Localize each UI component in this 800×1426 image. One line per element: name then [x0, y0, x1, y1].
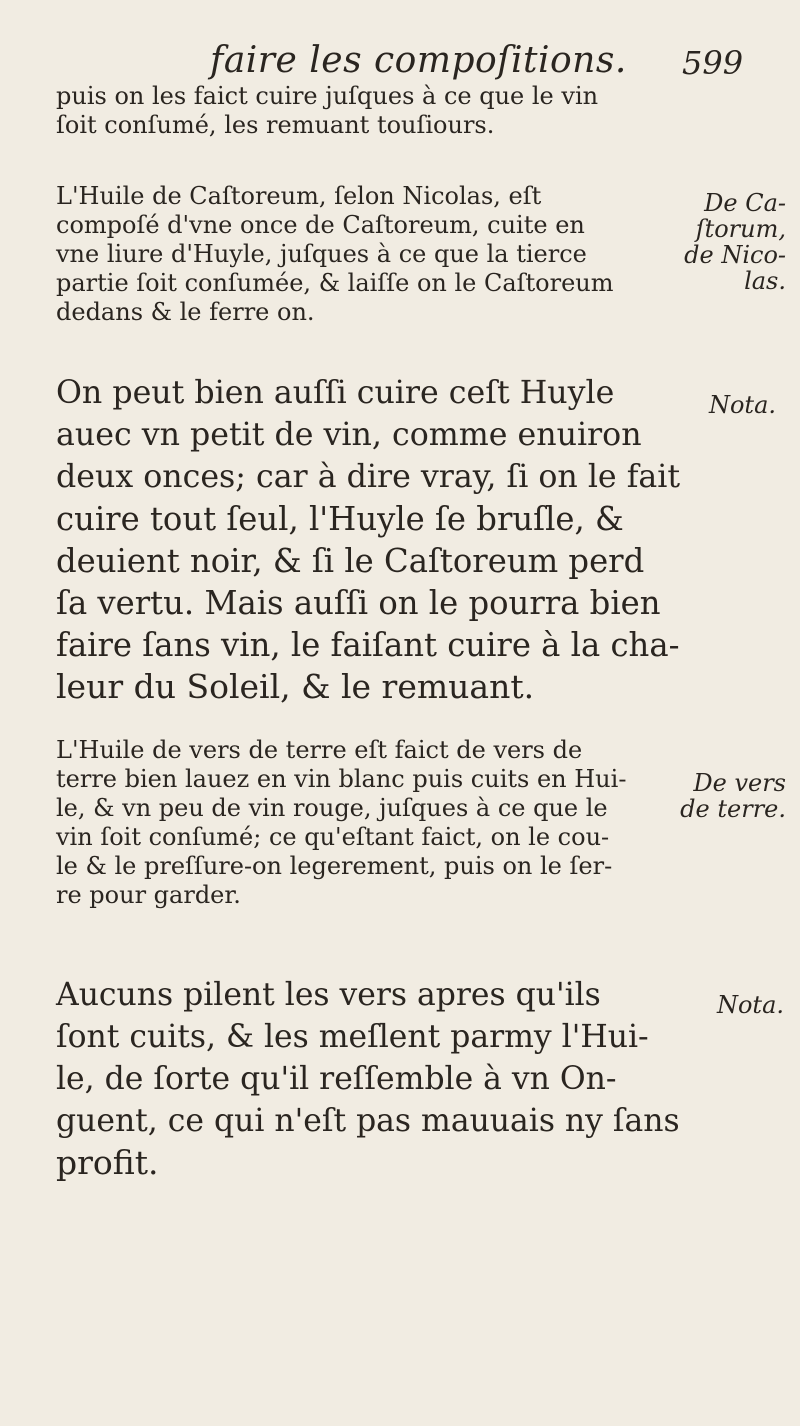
- paragraph-2: [56, 182, 614, 327]
- text-line: dedans & le ferre on.: [56, 298, 315, 326]
- text-line: re pour garder.: [56, 881, 241, 909]
- text-line: auec vn petit de vin, comme enuiron: [56, 417, 642, 453]
- text-line: Aucuns pilent les vers apres qu'ils: [56, 977, 601, 1013]
- text-line: cuire tout ſeul, l'Huyle ſe bruſle, &: [56, 500, 624, 538]
- text-line: guent, ce qui n'eſt pas mauuais ny ſans: [56, 1103, 680, 1139]
- text-line: compoſé d'vne once de Caſtoreum, cuite en: [56, 211, 585, 239]
- text-line: ſont cuits, & les meſlent parmy l'Hui-: [56, 1019, 649, 1055]
- margin-note-line: de Nico-: [684, 241, 786, 269]
- text-line: On peut bien auſſi cuire ceſt Huyle: [56, 375, 615, 411]
- margin-note-line: ſtorum,: [695, 215, 786, 243]
- margin-note: [717, 992, 784, 1018]
- margin-note-line: las.: [744, 267, 786, 295]
- text-line: le & le preſſure-on legerement, puis on le ſer-: [56, 852, 613, 880]
- text-line: vne liure d'Huyle, juſques à ce que la tierce: [56, 240, 587, 268]
- text-line: profit.: [56, 1143, 159, 1182]
- margin-note-line: Nota.: [708, 391, 776, 419]
- paragraph-1: [56, 82, 598, 140]
- text-line: vin ſoit conſumé; ce qu'eſtant faict, on le cou-: [56, 823, 610, 851]
- margin-note: [709, 392, 776, 418]
- text-line: deuient noir, & ſi le Caſtoreum perd: [56, 542, 645, 580]
- margin-note: [684, 190, 786, 294]
- text-line: deux onces; car à dire vray, ſi on le fait: [56, 459, 681, 495]
- text-line: L'Huile de vers de terre eſt faict de vers de: [56, 736, 583, 764]
- text-line: ſa vertu. Mais auſſi on le pourra bien: [56, 584, 661, 622]
- text-line: faire ſans vin, le faiſant cuire à la cha-: [56, 626, 680, 664]
- margin-note: [680, 770, 786, 822]
- paragraph-3: [56, 372, 680, 708]
- margin-note-line: Nota.: [716, 991, 784, 1019]
- text-line: le, & vn peu de vin rouge, juſques à ce que le: [56, 794, 608, 822]
- margin-note-line: De Ca-: [704, 189, 786, 217]
- page-number: 599: [682, 44, 744, 82]
- text-line: L'Huile de Caſtoreum, ſelon Nicolas, eſt: [56, 182, 542, 210]
- paragraph-5: [56, 974, 680, 1184]
- text-line: le, de ſorte qu'il reſſemble à vn On-: [56, 1061, 617, 1097]
- text-line: terre bien lauez en vin blanc puis cuits en Hui-: [56, 765, 627, 793]
- margin-note-line: de terre.: [680, 795, 786, 823]
- text-line: leur du Soleil, & le remuant.: [56, 667, 535, 706]
- running-head-title: faire les compoſitions.: [210, 40, 627, 81]
- text-line: ſoit conſumé, les remuant touſiours.: [56, 111, 495, 139]
- running-head: [0, 40, 800, 80]
- margin-note-line: De vers: [693, 769, 786, 797]
- text-line: puis on les faict cuire juſques à ce que le vin: [56, 82, 599, 110]
- text-line: partie ſoit conſumée, & laiſſe on le Caſtoreum: [56, 269, 614, 297]
- paragraph-4: [56, 736, 626, 910]
